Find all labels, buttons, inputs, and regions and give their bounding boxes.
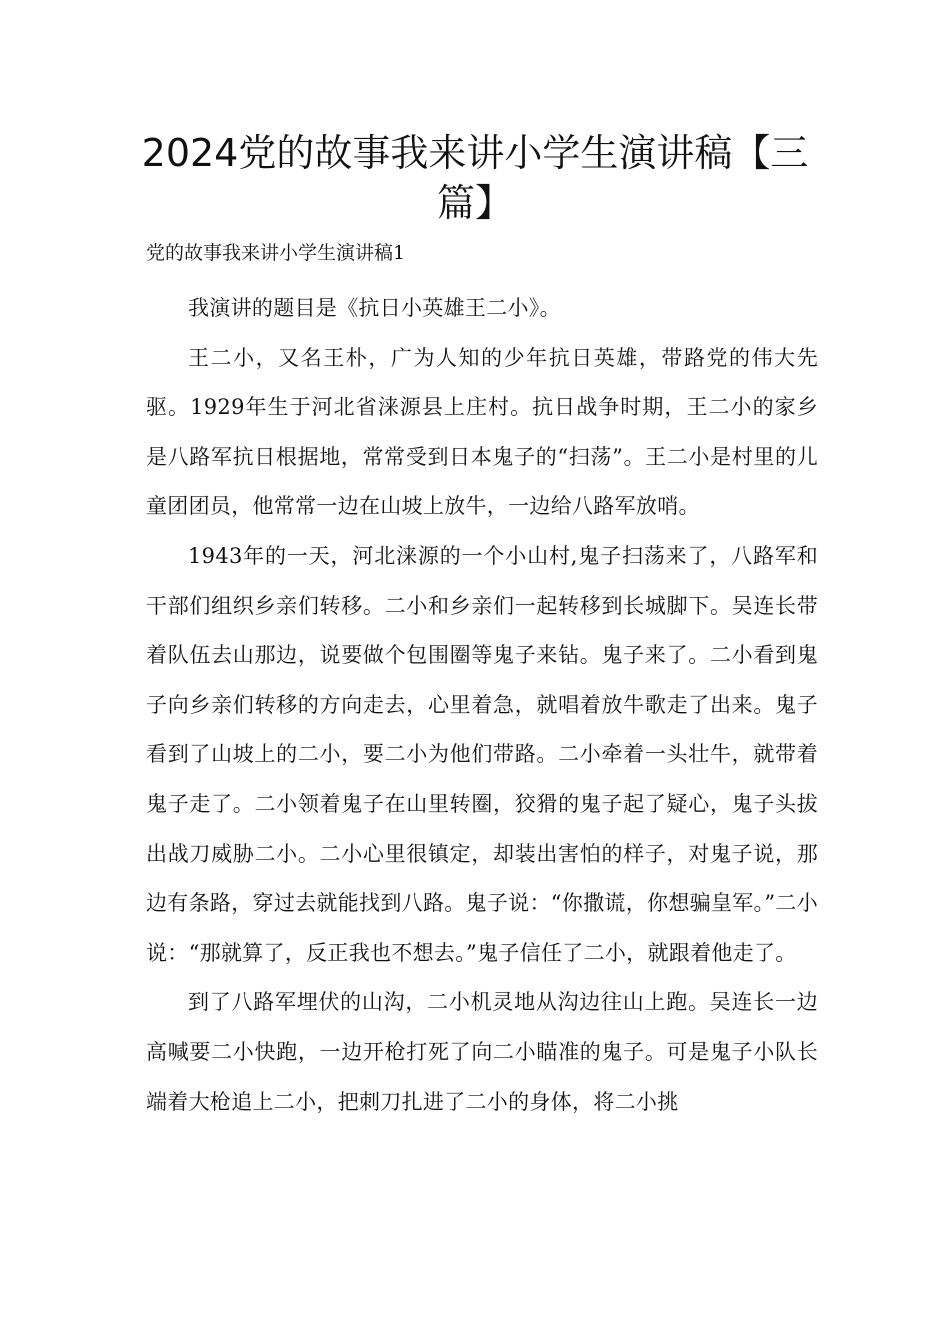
section-heading: 党的故事我来讲小学生演讲稿1 (146, 242, 406, 264)
paragraph-ambush: 到了八路军埋伏的山沟，二小机灵地从沟边往山上跑。吴连长一边高喊要二小快跑，一边开枪打死了向二小瞄准的鬼子。可是鬼子小队长端着大枪追上二小，把刺刀扎进了二小的身体，将二小挑 (146, 990, 818, 1114)
paragraph-story: 1943年的一天，河北涞源的一个小山村,鬼子扫荡来了，八路军和干部们组织乡亲们转移。二小和乡亲们一起转移到长城脚下。吴连长带着队伍去山那边，说要做个包围圈等鬼子来钻。鬼子来了。二小看到鬼子向乡亲们转移的方向走去，心里着急，就唱着放牛歌走了出来。鬼子看到了山坡上的二小，要二小为他们带路。二小牵着一头壮牛，就带着鬼子走了。二小领着鬼子在山里转圈，狡猾的鬼子起了疑心，鬼子头拔出战刀威胁二小。二小心里很镇定，却装出害怕的样子，对鬼子说，那边有条路，穿过去就能找到八路。鬼子说：“你撒谎，你想骗皇军。”二小说：“那就算了，反正我也不想去。”鬼子信任了二小，就跟着他走了。 (146, 543, 818, 965)
body-text (146, 284, 818, 1127)
document-title: 2024党的故事我来讲小学生演讲稿【三篇】 (141, 131, 809, 225)
paragraph-intro: 我演讲的题目是《抗日小英雄王二小》。 (188, 296, 561, 320)
paragraph-biography: 王二小，又名王朴，广为人知的少年抗日英雄，带路党的伟大先驱。1929年生于河北省涞源县上庄村。抗日战争时期，王二小的家乡是八路军抗日根据地，常常受到日本鬼子的“扫荡”。王二小是村里的儿童团团员，他常常一边在山坡上放牛，一边给八路军放哨。 (146, 345, 818, 519)
